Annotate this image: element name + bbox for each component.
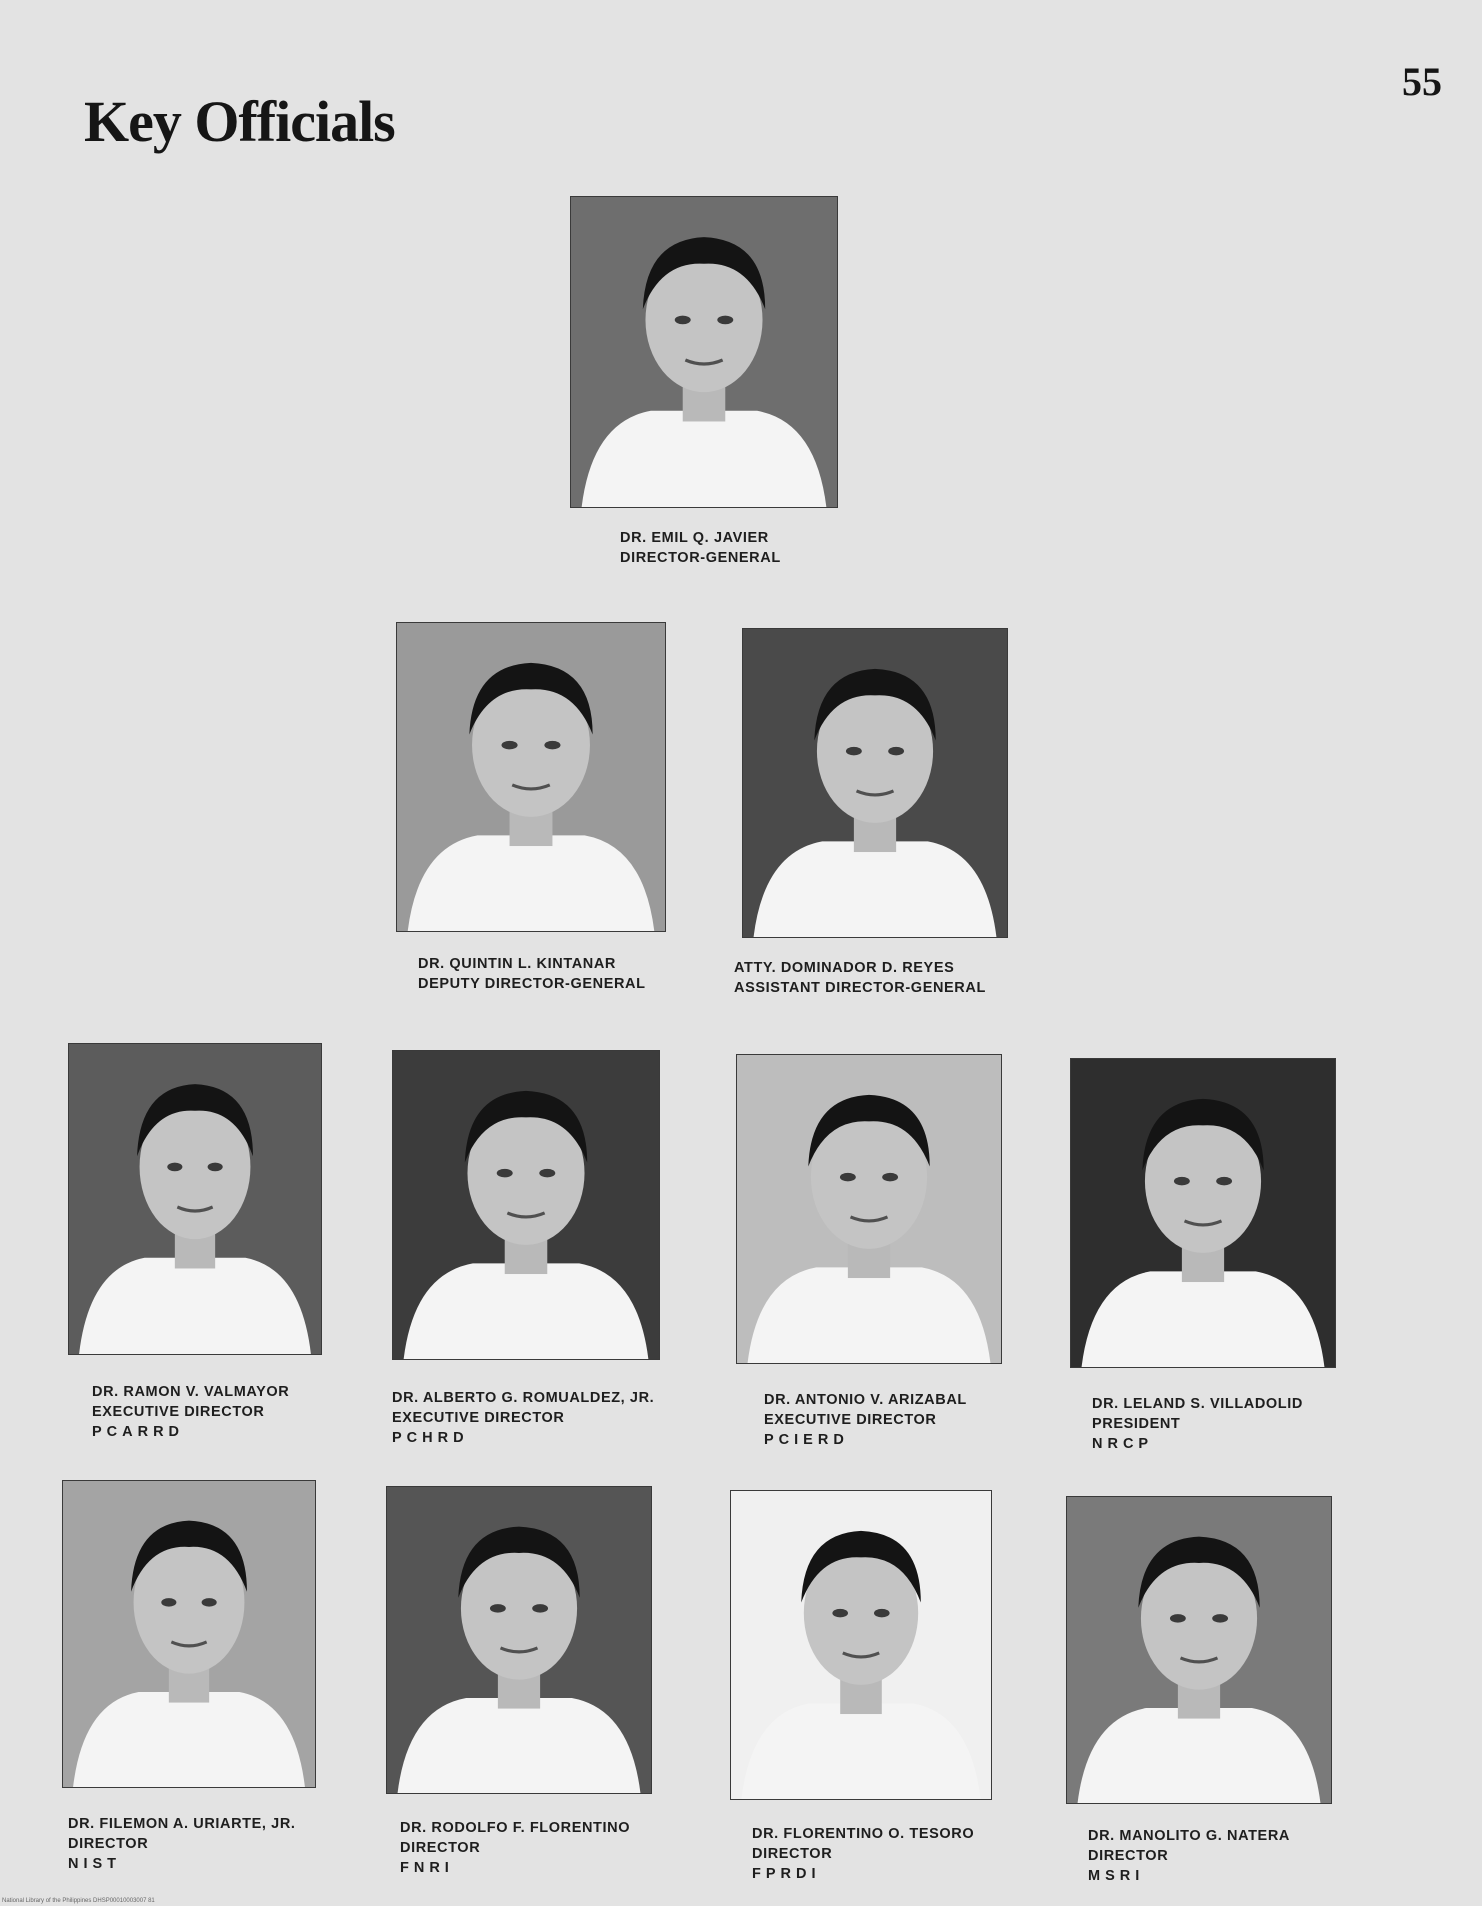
page-number: 55 <box>1402 59 1442 104</box>
portrait-shirt <box>79 1258 311 1354</box>
portrait-image <box>1067 1497 1331 1803</box>
portrait-eye <box>532 1604 548 1612</box>
portrait-eye <box>202 1598 217 1606</box>
official-caption <box>418 954 646 994</box>
official-photo <box>1070 1058 1336 1368</box>
official-caption <box>752 1824 974 1884</box>
portrait-shirt <box>741 1703 980 1799</box>
official-photo <box>396 622 666 932</box>
portrait-eye <box>1170 1614 1186 1622</box>
portrait-shirt <box>754 841 997 937</box>
official-caption <box>620 528 781 568</box>
portrait-shirt <box>1082 1271 1325 1367</box>
official-position: DIRECTOR <box>68 1836 149 1852</box>
portrait-eye <box>717 316 733 325</box>
portrait-image <box>571 197 837 507</box>
official-photo <box>62 1480 316 1788</box>
official-photo <box>392 1050 660 1360</box>
portrait-shirt <box>748 1267 991 1363</box>
official-position: PRESIDENT <box>1092 1416 1181 1432</box>
portrait-shirt <box>73 1692 305 1787</box>
official-caption <box>68 1814 296 1874</box>
portrait-image <box>397 623 665 931</box>
portrait-image <box>63 1481 315 1787</box>
portrait-eye <box>539 1169 555 1177</box>
portrait-image <box>743 629 1007 937</box>
portrait-shirt <box>582 411 827 507</box>
official-org: PCHRD <box>392 1430 469 1446</box>
official-org: FPRDI <box>752 1866 821 1882</box>
portrait-eye <box>161 1598 176 1606</box>
portrait-eye <box>874 1609 890 1617</box>
portrait-image <box>387 1487 651 1793</box>
official-name: DR. FLORENTINO O. TESORO <box>752 1826 975 1842</box>
official-caption <box>400 1818 630 1878</box>
official-name: DR. RODOLFO F. FLORENTINO <box>400 1820 631 1836</box>
official-name: DR. ANTONIO V. ARIZABAL <box>764 1392 967 1408</box>
portrait-image <box>1071 1059 1335 1367</box>
portrait-eye <box>1174 1177 1190 1185</box>
portrait-eye <box>1216 1177 1232 1185</box>
official-org: NIST <box>68 1856 122 1872</box>
portrait-image <box>737 1055 1001 1363</box>
portrait-eye <box>888 747 904 755</box>
official-caption <box>92 1382 289 1442</box>
portrait-eye <box>208 1163 223 1172</box>
portrait-shirt <box>1078 1708 1321 1803</box>
scan-footer-note: National Library of the Philippines DHSP00010003007 81 <box>2 1898 155 1904</box>
official-position: DIRECTOR-GENERAL <box>620 550 781 566</box>
official-position: EXECUTIVE DIRECTOR <box>92 1404 265 1420</box>
portrait-eye <box>882 1173 898 1181</box>
official-org: PCARRD <box>92 1424 185 1440</box>
portrait-eye <box>167 1163 182 1172</box>
official-name: DR. QUINTIN L. KINTANAR <box>418 956 616 972</box>
official-photo <box>736 1054 1002 1364</box>
portrait-eye <box>502 741 518 749</box>
official-photo <box>570 196 838 508</box>
official-org: PCIERD <box>764 1432 849 1448</box>
portrait-shirt <box>408 835 655 931</box>
portrait-eye <box>544 741 560 749</box>
official-position: DIRECTOR <box>1088 1848 1169 1864</box>
official-position: EXECUTIVE DIRECTOR <box>764 1412 937 1428</box>
official-position: DIRECTOR <box>752 1846 833 1862</box>
official-position: DIRECTOR <box>400 1840 481 1856</box>
official-photo <box>68 1043 322 1355</box>
official-caption <box>1092 1394 1303 1454</box>
portrait-eye <box>675 316 691 325</box>
official-position: ASSISTANT DIRECTOR-GENERAL <box>734 980 986 996</box>
official-photo <box>742 628 1008 938</box>
portrait-eye <box>1212 1614 1228 1622</box>
official-name: ATTY. DOMINADOR D. REYES <box>734 960 955 976</box>
portrait-image <box>731 1491 991 1799</box>
official-name: DR. EMIL Q. JAVIER <box>620 530 769 546</box>
portrait-eye <box>490 1604 506 1612</box>
official-position: DEPUTY DIRECTOR-GENERAL <box>418 976 646 992</box>
portrait-image <box>69 1044 321 1354</box>
portrait-eye <box>497 1169 513 1177</box>
official-photo <box>730 1490 992 1800</box>
official-photo <box>386 1486 652 1794</box>
official-name: DR. ALBERTO G. ROMUALDEZ, JR. <box>392 1390 655 1406</box>
official-caption <box>764 1390 967 1450</box>
official-name: DR. RAMON V. VALMAYOR <box>92 1384 290 1400</box>
page-title: Key Officials <box>84 89 395 154</box>
official-caption <box>1088 1826 1290 1886</box>
official-caption <box>392 1388 654 1448</box>
official-photo <box>1066 1496 1332 1804</box>
official-position: EXECUTIVE DIRECTOR <box>392 1410 565 1426</box>
portrait-eye <box>832 1609 848 1617</box>
official-name: DR. FILEMON A. URIARTE, JR. <box>68 1816 296 1832</box>
official-org: MSRI <box>1088 1868 1145 1884</box>
official-org: FNRI <box>400 1860 454 1876</box>
portrait-eye <box>846 747 862 755</box>
portrait-shirt <box>398 1698 641 1793</box>
official-org: NRCP <box>1092 1436 1154 1452</box>
official-name: DR. MANOLITO G. NATERA <box>1088 1828 1290 1844</box>
portrait-shirt <box>404 1263 649 1359</box>
portrait-eye <box>840 1173 856 1181</box>
official-name: DR. LELAND S. VILLADOLID <box>1092 1396 1303 1412</box>
official-caption <box>734 958 986 998</box>
portrait-image <box>393 1051 659 1359</box>
